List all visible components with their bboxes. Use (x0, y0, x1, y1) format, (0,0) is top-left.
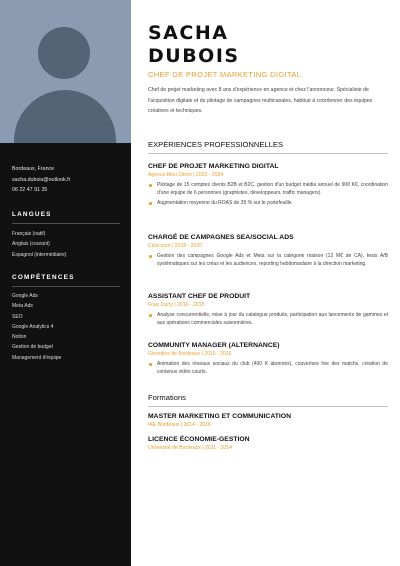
bullet-item (148, 311, 388, 327)
degree-meta: IAE Bordeaux | 2014 - 2016 (148, 422, 211, 428)
contact-info (12, 164, 70, 196)
language-item: Anglais (courant) (12, 241, 50, 248)
education-divider (148, 406, 388, 407)
degree-meta: Université de Bordeaux | 2011 - 2014 (148, 445, 232, 451)
bullet-dot-icon (149, 184, 152, 187)
bullet-item (148, 360, 388, 376)
bullet-text: Gestion des campagnes Google Ads et Meta sur la catégorie maison (12 M€ de CA), tests A/B systématiques sur les créas et les audiences, reporting hebdomadaire à la direction marketing. (157, 253, 388, 268)
job-bullets (148, 252, 388, 268)
last-name: DUBOIS (148, 45, 240, 67)
job-meta: Cdiscount | 2018 - 2020 (148, 243, 202, 249)
bullet-dot-icon (149, 202, 152, 205)
job-bullets (148, 360, 388, 376)
language-item: Espagnol (intermédiaire) (12, 251, 67, 258)
experience-entry (148, 233, 388, 270)
job-meta: Agence Bleu Citron | 2020 - 2024 (148, 172, 224, 178)
profile-summary: Chef de projet marketing avec 8 ans d'expérience en agence et chez l'annonceur. Spécialiste de l'acquisition digitale et du pilotage de campagnes multicanales, habitué à coordonner des équipes créatives et techniques. (148, 87, 373, 115)
first-name: SACHA (148, 22, 229, 44)
contact-phone[interactable]: 06 22 47 91 35 (12, 187, 48, 193)
bullet-text: Pilotage de 15 comptes clients B2B et B2C, gestion d'un budget média annuel de 900 K€, coordination d'une équipe de 6 personnes (graphistes, développeurs, traffic managers). (157, 182, 388, 197)
job-meta: Girondins de Bordeaux | 2015 - 2016 (148, 351, 232, 357)
languages-list (12, 229, 66, 260)
headline: CHEF DE PROJET MARKETING DIGITAL (148, 70, 302, 79)
skill-item: Management d'équipe (12, 354, 62, 361)
language-item: Français (natif) (12, 231, 46, 237)
avatar-body-shape (14, 90, 116, 143)
job-role: ASSISTANT CHEF DE PRODUIT (148, 293, 251, 300)
skill-item: Meta Ads (12, 303, 33, 310)
education-title: Formations (148, 393, 186, 402)
bullet-text: Analyse concurrentielle, mise à jour du catalogue produits, participation aux lancements de gammes et aux opérations commerciales saisonnières. (157, 312, 388, 327)
languages-divider (12, 223, 120, 224)
bullet-item (148, 199, 388, 207)
job-role: CHARGÉ DE CAMPAGNES SEA/SOCIAL ADS (148, 234, 294, 241)
job-role: CHEF DE PROJET MARKETING DIGITAL (148, 163, 279, 170)
skills-title: COMPÉTENCES (12, 274, 75, 281)
contact-city: Bordeaux, France (12, 166, 55, 172)
bullet-text: Augmentation moyenne du ROAS de 35 % sur le portefeuille. (157, 200, 293, 207)
bullet-text: Animation des réseaux sociaux du club (400 K abonnés), couverture live des matchs, création de contenus vidéo courts. (157, 361, 388, 376)
degree-name: MASTER MARKETING ET COMMUNICATION (148, 413, 291, 420)
contact-email[interactable]: sacha.dubois@outlook.fr (12, 176, 71, 183)
experience-entry (148, 292, 388, 329)
degree-name: LICENCE ÉCONOMIE-GESTION (148, 436, 250, 443)
avatar-head-shape (38, 27, 90, 79)
bullet-dot-icon (149, 314, 152, 317)
skill-item: Notion (12, 334, 27, 341)
job-role: COMMUNITY MANAGER (ALTERNANCE) (148, 342, 280, 349)
skill-item: SEO (12, 313, 23, 320)
skill-item: Gestion de budget (12, 344, 53, 351)
job-bullets (148, 311, 388, 327)
bullet-dot-icon (149, 363, 152, 366)
sidebar (0, 0, 131, 566)
experience-entry (148, 341, 388, 378)
skill-item: Google Analytics 4 (12, 323, 54, 330)
languages-title: LANGUES (12, 211, 52, 218)
bullet-dot-icon (149, 255, 152, 258)
education-entry (148, 435, 388, 452)
bullet-item (148, 181, 388, 197)
skill-item: Google Ads (12, 293, 38, 299)
experience-entry (148, 162, 388, 210)
experience-divider (148, 153, 388, 154)
experience-title: EXPÉRIENCES PROFESSIONNELLES (148, 140, 284, 149)
education-entry (148, 412, 388, 429)
skills-divider (12, 286, 120, 287)
job-meta: Fnac Darty | 2016 - 2018 (148, 302, 205, 308)
job-bullets (148, 181, 388, 208)
bullet-item (148, 252, 388, 268)
skills-list (12, 291, 61, 363)
profile-photo-placeholder (0, 0, 131, 143)
